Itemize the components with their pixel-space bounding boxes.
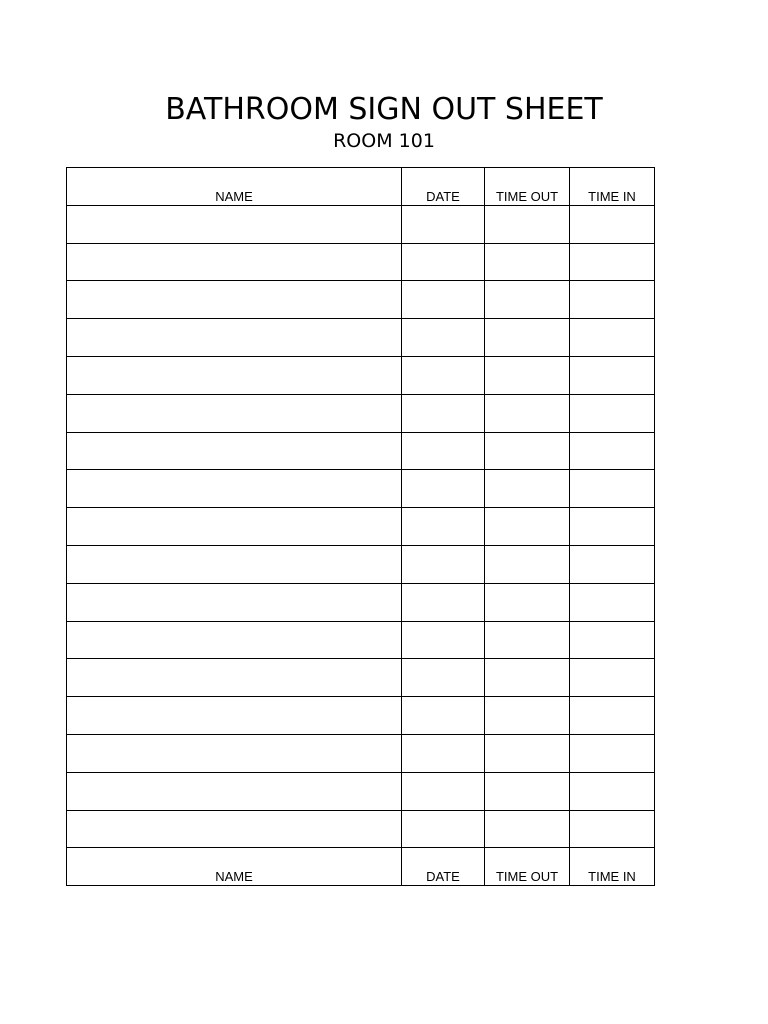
time-in-cell (570, 508, 655, 546)
time-in-cell (570, 772, 655, 810)
time-in-cell (570, 432, 655, 470)
header-row-bottom (67, 848, 655, 886)
time-in-cell (570, 356, 655, 394)
date-cell (402, 394, 485, 432)
time-in-cell (570, 281, 655, 319)
table-row (67, 243, 655, 281)
time-in-cell (570, 470, 655, 508)
name-cell (67, 281, 402, 319)
date-cell (402, 545, 485, 583)
name-cell (67, 356, 402, 394)
table-row (67, 734, 655, 772)
time-out-cell (485, 508, 570, 546)
name-cell (67, 508, 402, 546)
table-row (67, 810, 655, 848)
sheet-subtitle: ROOM 101 (333, 130, 435, 152)
time-out-cell (485, 810, 570, 848)
name-cell (67, 432, 402, 470)
time-out-cell (485, 432, 570, 470)
time-out-cell (485, 394, 570, 432)
name-cell (67, 734, 402, 772)
time-in-cell (570, 734, 655, 772)
time-out-cell (485, 545, 570, 583)
table-row (67, 545, 655, 583)
date-cell (402, 432, 485, 470)
date-cell (402, 621, 485, 659)
name-cell (67, 810, 402, 848)
time-out-cell (485, 356, 570, 394)
column-footer-time-out: TIME OUT (485, 848, 570, 886)
name-cell (67, 697, 402, 735)
table-row (67, 319, 655, 357)
sheet-title: BATHROOM SIGN OUT SHEET (165, 92, 603, 127)
table-row (67, 659, 655, 697)
table-row (67, 470, 655, 508)
column-footer-time-in: TIME IN (570, 848, 655, 886)
date-cell (402, 508, 485, 546)
time-in-cell (570, 243, 655, 281)
time-in-cell (570, 319, 655, 357)
column-header-date: DATE (402, 168, 485, 206)
name-cell (67, 621, 402, 659)
name-cell (67, 583, 402, 621)
time-out-cell (485, 319, 570, 357)
time-out-cell (485, 205, 570, 243)
table-row (67, 772, 655, 810)
table-row (67, 621, 655, 659)
date-cell (402, 356, 485, 394)
table-row (67, 508, 655, 546)
table-row (67, 583, 655, 621)
time-out-cell (485, 772, 570, 810)
time-in-cell (570, 394, 655, 432)
column-header-name: NAME (67, 168, 402, 206)
name-cell (67, 319, 402, 357)
time-out-cell (485, 659, 570, 697)
time-out-cell (485, 734, 570, 772)
date-cell (402, 319, 485, 357)
date-cell (402, 583, 485, 621)
time-out-cell (485, 697, 570, 735)
table-row (67, 205, 655, 243)
date-cell (402, 281, 485, 319)
column-header-time-out: TIME OUT (485, 168, 570, 206)
time-in-cell (570, 621, 655, 659)
table-row (67, 394, 655, 432)
table-row (67, 432, 655, 470)
time-in-cell (570, 583, 655, 621)
table-row (67, 356, 655, 394)
date-cell (402, 470, 485, 508)
column-footer-name: NAME (67, 848, 402, 886)
table-row (67, 281, 655, 319)
time-out-cell (485, 281, 570, 319)
date-cell (402, 205, 485, 243)
date-cell (402, 810, 485, 848)
time-in-cell (570, 697, 655, 735)
name-cell (67, 772, 402, 810)
time-in-cell (570, 205, 655, 243)
date-cell (402, 243, 485, 281)
name-cell (67, 243, 402, 281)
name-cell (67, 659, 402, 697)
name-cell (67, 470, 402, 508)
sign-out-table (66, 167, 655, 886)
name-cell (67, 205, 402, 243)
column-header-time-in: TIME IN (570, 168, 655, 206)
table-row (67, 697, 655, 735)
time-out-cell (485, 583, 570, 621)
column-footer-date: DATE (402, 848, 485, 886)
time-in-cell (570, 545, 655, 583)
name-cell (67, 394, 402, 432)
date-cell (402, 697, 485, 735)
header-row-top (67, 168, 655, 206)
date-cell (402, 659, 485, 697)
date-cell (402, 772, 485, 810)
name-cell (67, 545, 402, 583)
date-cell (402, 734, 485, 772)
time-in-cell (570, 810, 655, 848)
time-out-cell (485, 470, 570, 508)
time-in-cell (570, 659, 655, 697)
time-out-cell (485, 243, 570, 281)
time-out-cell (485, 621, 570, 659)
